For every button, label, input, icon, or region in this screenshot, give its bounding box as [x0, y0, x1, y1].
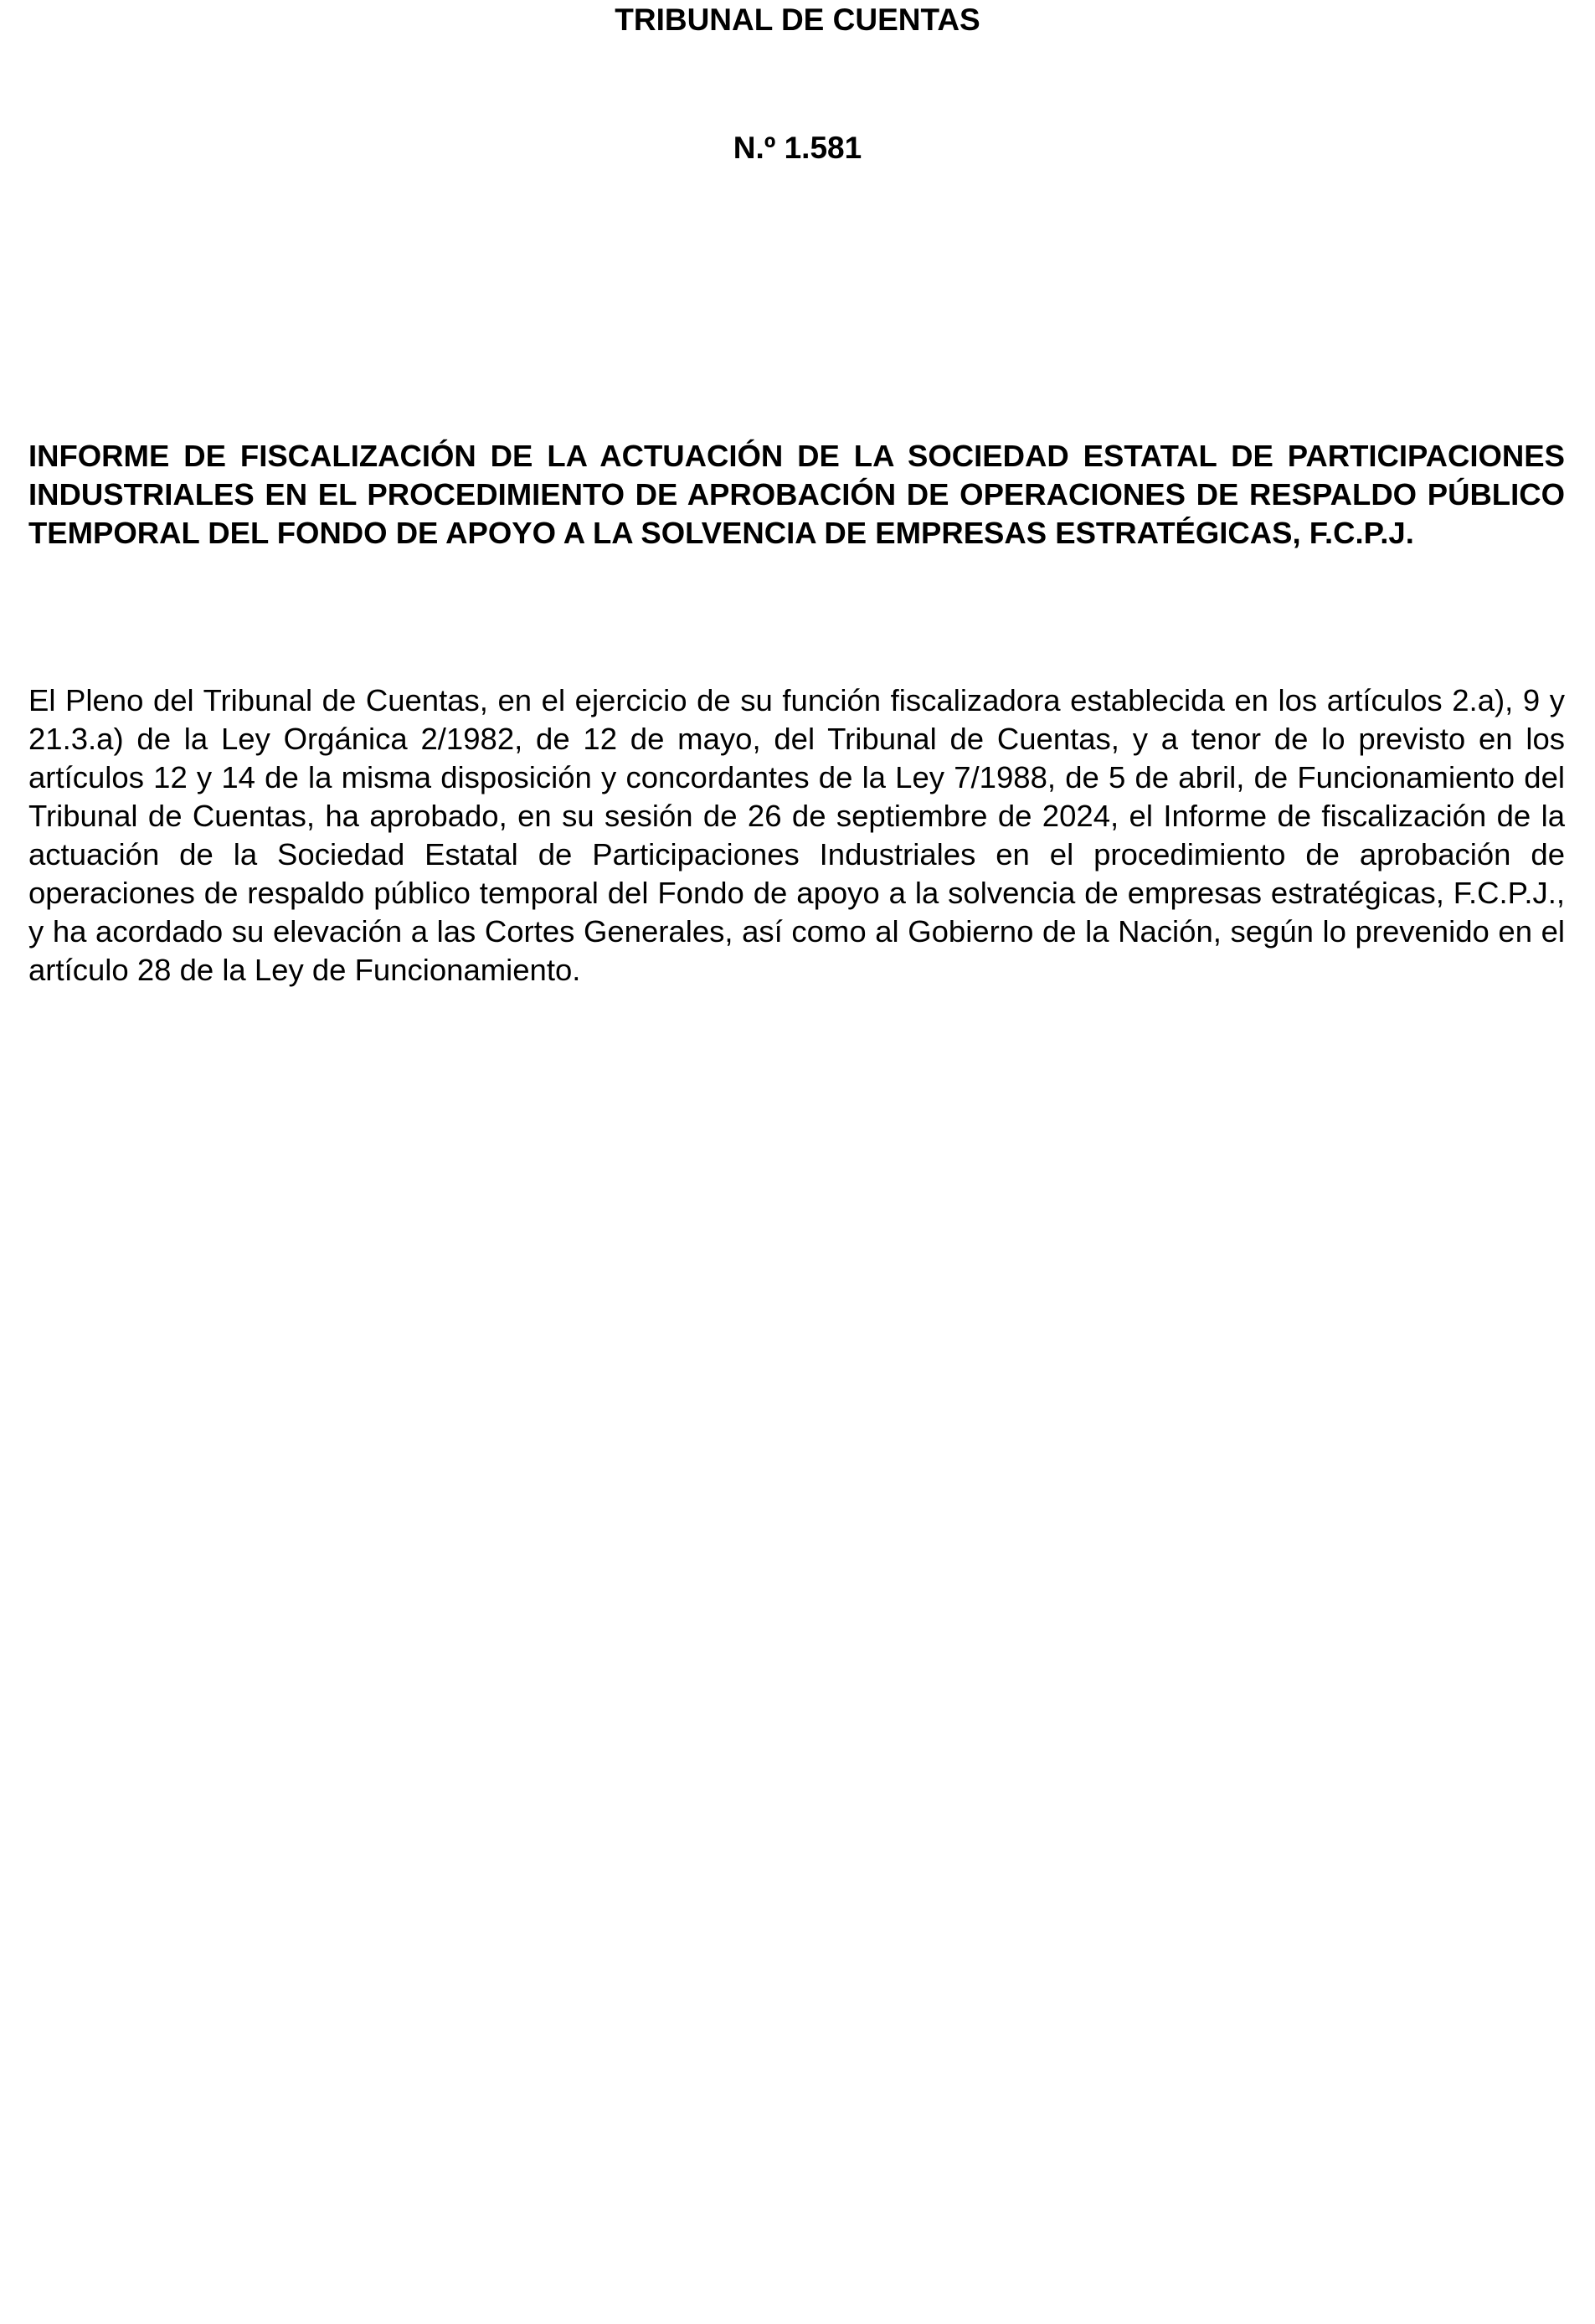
report-title: INFORME DE FISCALIZACIÓN DE LA ACTUACIÓN DE LA SOCIEDAD ESTATAL DE PARTICIPACIONES INDUSTRIALES EN EL PROCEDIMIENTO DE APROBACIÓN DE OPERACIONES DE RESPALDO PÚBLICO TEMPORAL DEL FONDO DE APOYO A LA SOLVENCIA DE EMPRESAS ESTRATÉGICAS, F.C.P.J.: [28, 439, 1565, 550]
body-paragraph: El Pleno del Tribunal de Cuentas, en el ejercicio de su función fiscalizadora establecida en los artículos 2.a), 9 y 21.3.a) de la Ley Orgánica 2/1982, de 12 de mayo, del Tribunal de Cuentas, y a tenor de lo previsto en los artículos 12 y 14 de la misma disposición y concordantes de la Ley 7/1988, de 5 de abril, de Funcionamiento del Tribunal de Cuentas, ha aprobado, en su sesión de 26 de septiembre de 2024, el Informe de fiscalización de la actuación de la Sociedad Estatal de Participaciones Industriales en el procedimiento de aprobación de operaciones de respaldo público temporal del Fondo de apoyo a la solvencia de empresas estratégicas, F.C.P.J., y ha acordado su elevación a las Cortes Generales, así como al Gobierno de la Nación, según lo prevenido en el artículo 28 de la Ley de Funcionamiento.: [28, 683, 1565, 987]
organization-heading: TRIBUNAL DE CUENTAS: [615, 3, 980, 37]
report-number: N.º 1.581: [733, 131, 862, 165]
